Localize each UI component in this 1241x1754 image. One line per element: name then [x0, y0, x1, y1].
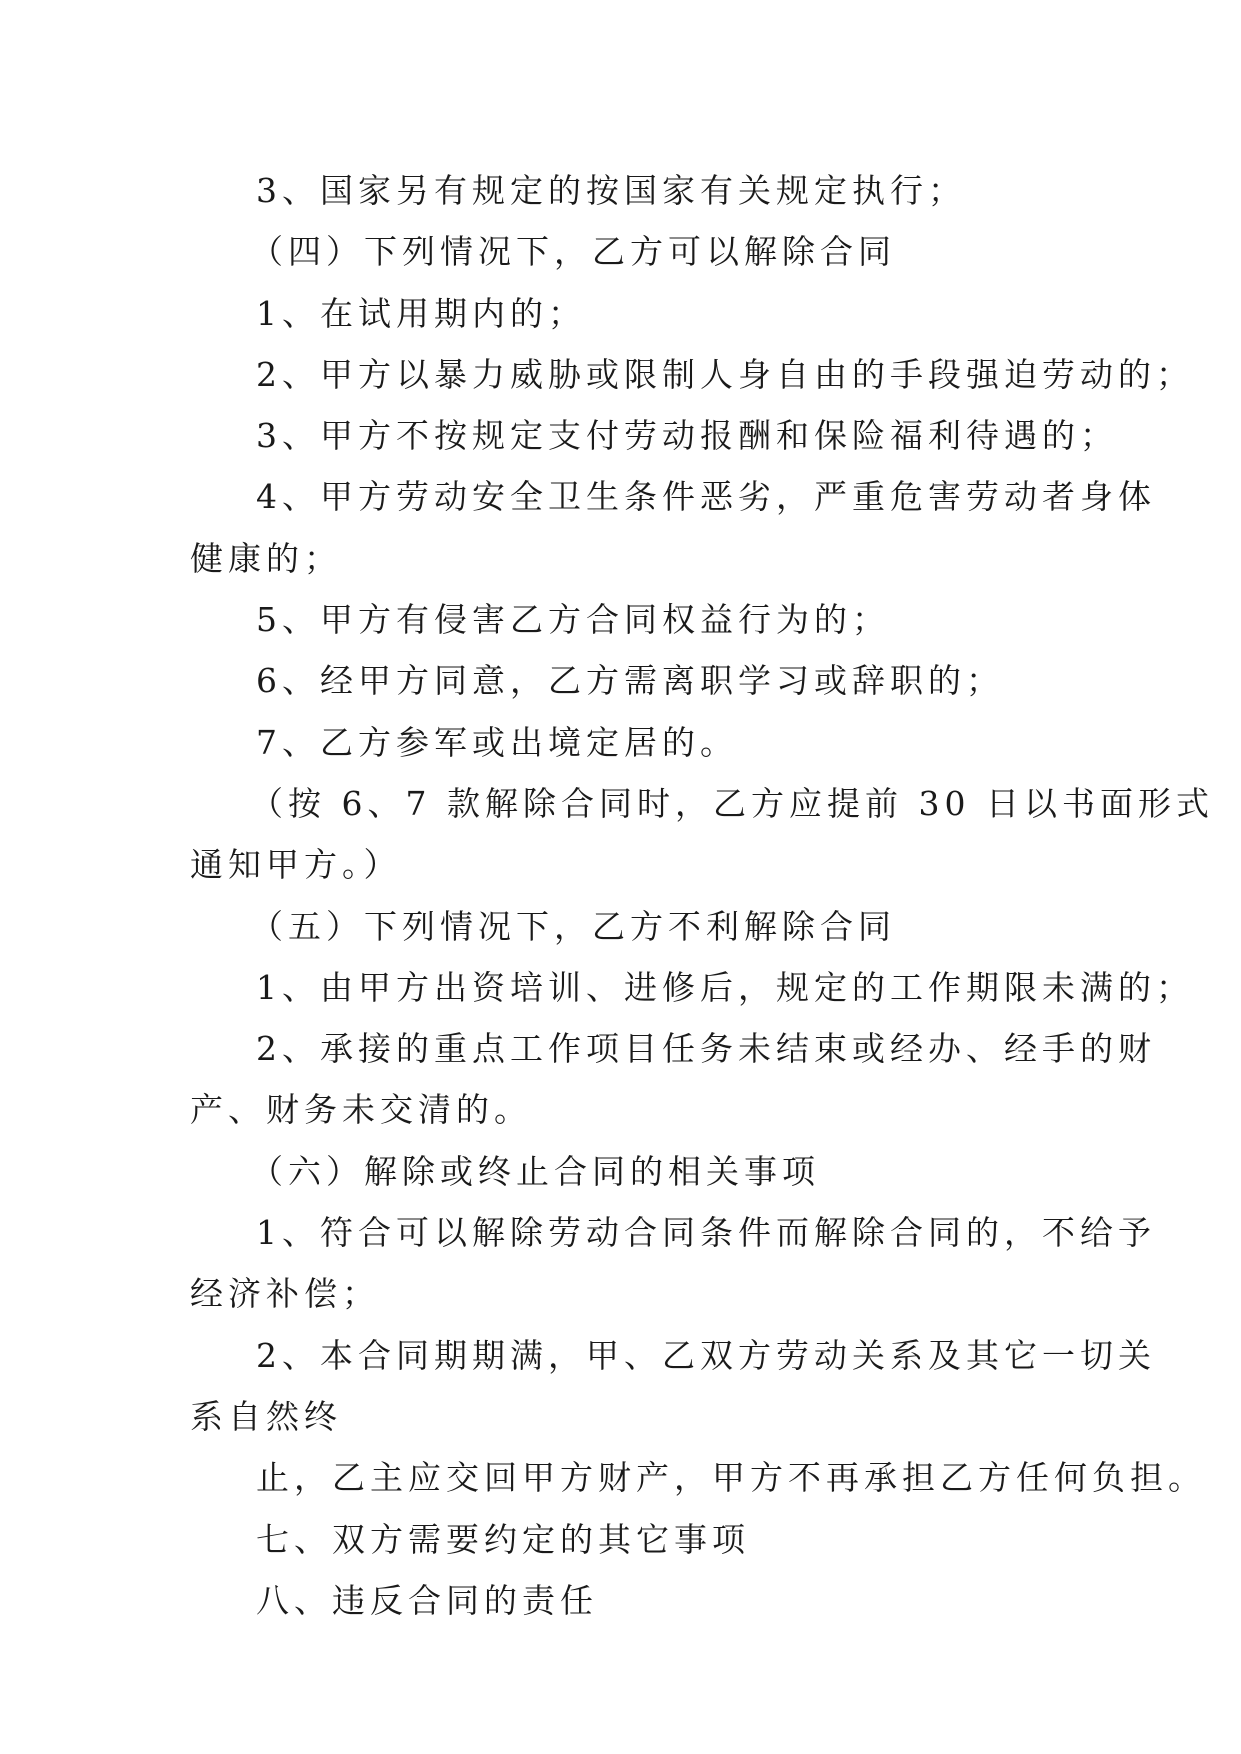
section-heading: （四）下列情况下，乙方可以解除合同 — [250, 232, 896, 272]
paragraph-line: 3、国家另有规定的按国家有关规定执行； — [256, 171, 966, 210]
paragraph-line: 1、符合可以解除劳动合同条件而解除合同的，不给予 — [256, 1213, 1156, 1253]
paragraph-line: 系自然终 — [190, 1396, 342, 1436]
paragraph-line: 止，乙主应交回甲方财产，甲方不再承担乙方任何负担。 — [256, 1458, 1206, 1498]
section-heading: （六）解除或终止合同的相关事项 — [250, 1151, 820, 1191]
paragraph-line: 通知甲方。） — [190, 845, 402, 885]
paragraph-line: 产、财务未交清的。 — [190, 1090, 532, 1130]
section-heading: （五）下列情况下，乙方不利解除合同 — [250, 906, 896, 946]
paragraph-line: 7、乙方参军或出境定居的。 — [256, 722, 738, 762]
paragraph-line: 5、甲方有侵害乙方合同权益行为的； — [256, 600, 890, 640]
section-heading: 八、违反合同的责任 — [256, 1580, 598, 1620]
paragraph-line: 1、在试用期内的； — [256, 293, 586, 333]
paragraph-line: 经济补偿； — [190, 1274, 380, 1314]
paragraph-line: （按 6、7 款解除合同时，乙方应提前 30 日以书面形式 — [250, 783, 1214, 823]
paragraph-line: 健康的； — [190, 538, 342, 578]
paragraph-line: 2、本合同期期满，甲、乙双方劳动关系及其它一切关 — [256, 1335, 1156, 1375]
paragraph-line: 3、甲方不按规定支付劳动报酬和保险福利待遇的； — [256, 416, 1118, 456]
paragraph-line: 2、承接的重点工作项目任务未结束或经办、经手的财 — [256, 1029, 1156, 1069]
paragraph-line: 2、甲方以暴力威胁或限制人身自由的手段强迫劳动的； — [256, 354, 1194, 394]
document-body — [190, 160, 1214, 1631]
paragraph-line: 1、由甲方出资培训、进修后，规定的工作期限未满的； — [256, 967, 1194, 1007]
section-heading: 七、双方需要约定的其它事项 — [256, 1519, 750, 1559]
paragraph-line: 6、经甲方同意，乙方需离职学习或辞职的； — [256, 661, 1004, 701]
paragraph-line: 4、甲方劳动安全卫生条件恶劣，严重危害劳动者身体 — [256, 477, 1156, 517]
